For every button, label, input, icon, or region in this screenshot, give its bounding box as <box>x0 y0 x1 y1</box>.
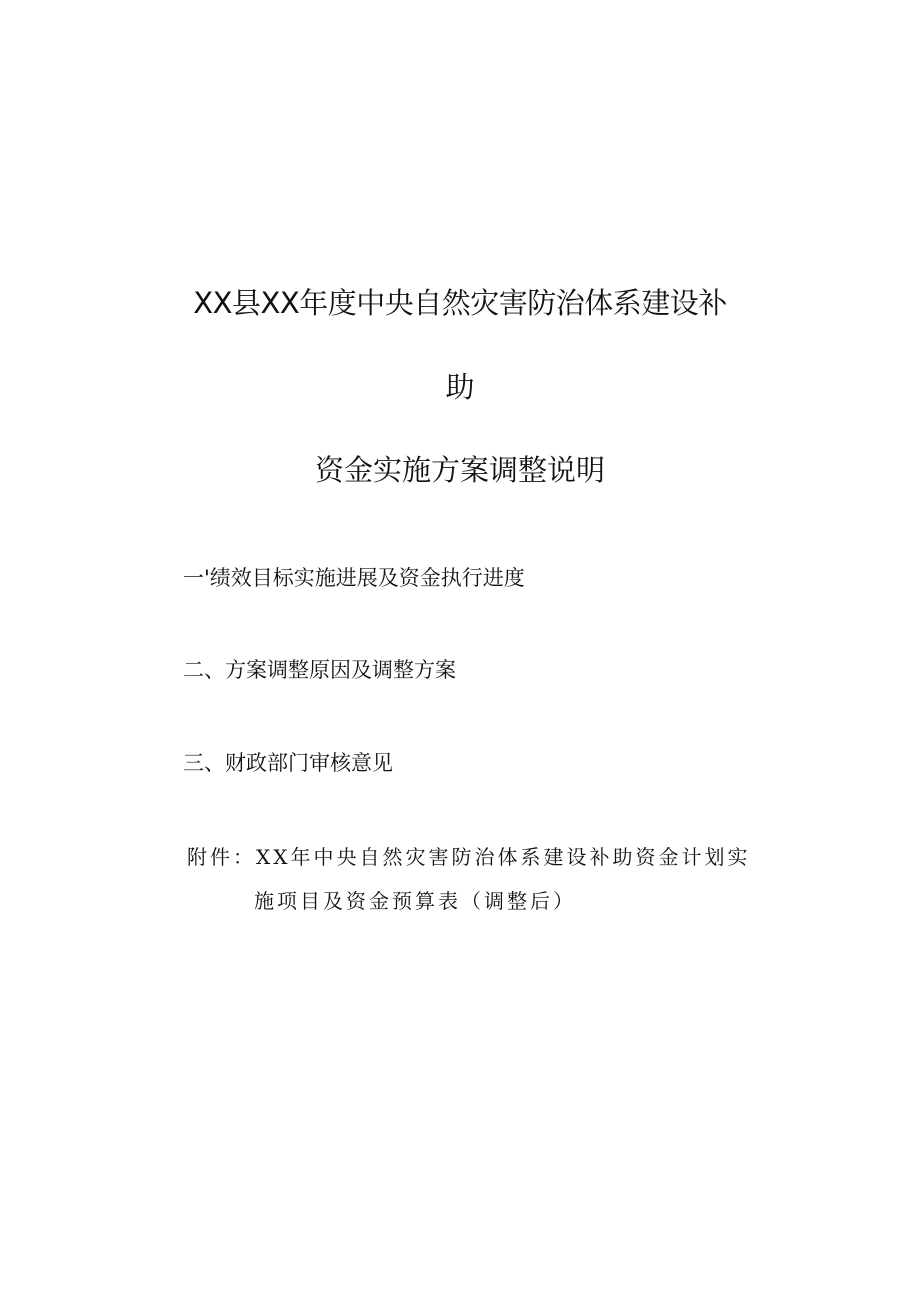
attachment-line-1: 附件：XX年中央自然灾害防治体系建设补助资金计划实 <box>187 845 751 869</box>
document-title-line-2: 助 <box>445 370 475 404</box>
document-title-line-1: XX县XX年度中央自然灾害防治体系建设补 <box>193 286 727 320</box>
section-heading-1: 一'绩效目标实施进展及资金执行进度 <box>183 566 525 590</box>
section-heading-2: 二、方案调整原因及调整方案 <box>183 658 456 682</box>
document-title-line-3: 资金实施方案调整说明 <box>314 453 605 487</box>
section-heading-3: 三、财政部门审核意见 <box>183 751 393 775</box>
attachment-line-2: 施项目及资金预算表（调整后） <box>254 889 576 913</box>
